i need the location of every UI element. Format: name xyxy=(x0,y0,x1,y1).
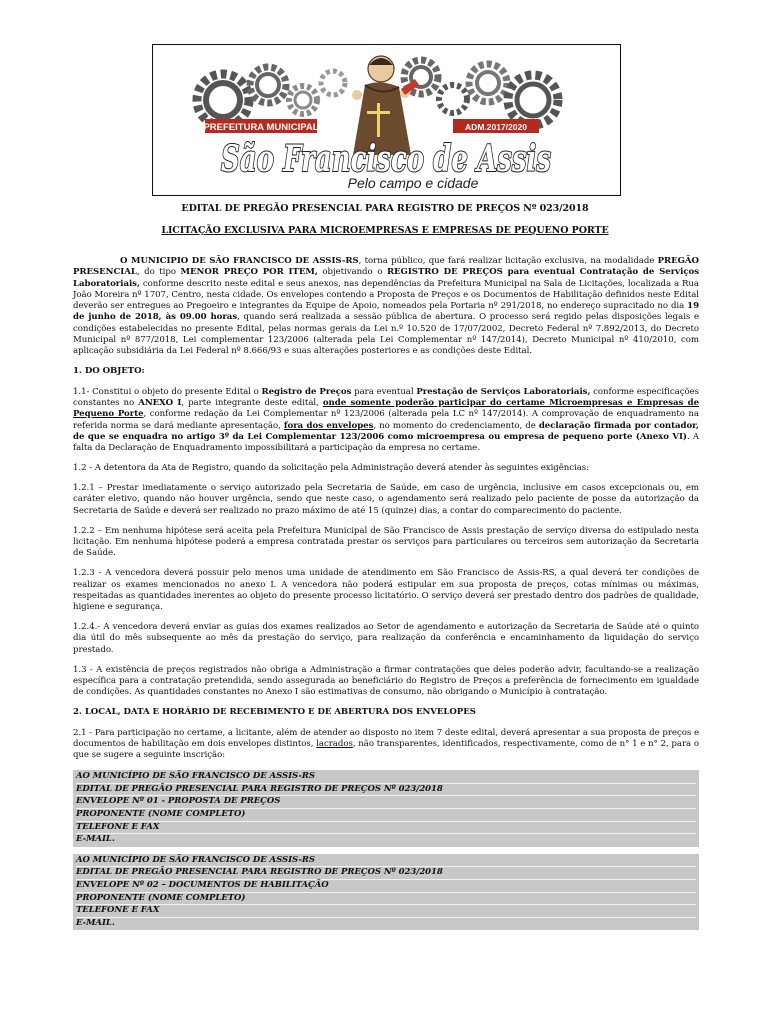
paragraph-1-2: 1.2 - A detentora da Ata de Registro, quando da solicitação pela Administração deverá atender às seguintes exigências: xyxy=(73,463,589,474)
p11-text-4: , parte integrante deste edital, xyxy=(181,397,323,408)
paragraph-1-2-1: 1.2.1 – Prestar imediatamente o serviço autorizado pela Secretaria de Saúde, em caso de urgência, inclusive em casos excepcionais ou, em caráter eletivo, quando não houver urgência, sendo que neste caso, o agendamento será realizado pelo paciente de posse da autorização da Secretaria de Saúde e deverá ser realizado no prazo máximo de até 15 (quinze) dias, a contar do comparecimento do paciente. xyxy=(73,483,699,516)
gear-icon xyxy=(321,71,345,95)
envelope-1-line: PROPONENTE (NOME COMPLETO) xyxy=(76,809,696,822)
logo-graphic xyxy=(153,45,619,194)
p21-text-1: 2.1 - Para participação no certame, a licitante, além de atender ao disposto no item 7 deste edital, deverá apresentar a sua proposta de preços e documentos de habilitação em dois envelopes distintos, xyxy=(73,727,699,749)
gear-icon xyxy=(469,64,507,102)
intro-paragraph xyxy=(73,256,699,358)
gear-icon xyxy=(197,74,249,126)
logo-adm-text: ADM.2017/2020 xyxy=(465,122,527,132)
paragraph-1-2-3: 1.2.3 - A vencedora deverá possuir pelo menos uma unidade de atendimento em São Francisco de Assis-RS, a qual deverá ter condições de realizar os exames mencionados no anexo I. A vencedora não poderá estipular em sua proposta de preços, cotas mínimas ou máximas, respeitadas as quantidades inerentes ao objeto do presente processo licitatório. O serviço deverá ser prestado dentro dos padrões de qualidade, higiene e segurança. xyxy=(73,568,699,613)
p11-bold-underline-2: fora dos envelopes xyxy=(283,420,374,431)
p11-text-2: para eventual xyxy=(351,386,417,397)
logo-prefeitura-text: PREFEITURA MUNICIPAL xyxy=(203,122,319,133)
intro-text-5: , quando será realizada a sessão pública de abertura. O processo será regido pelas disposições legais e condições estabelecidas no presente Edital, pelas normas gerais da Lei n.º 10.520 de 17/07/2002, Decreto Federal nº 7.892/2013, do Decreto Municipal nº 877/2018, Lei complementar 123/2006 (alterada pela Lei Complementar nº 147/2014), Decreto Municipal nº 410/2010, com aplicação subsidiária da Lei Federal nº 8.666/93 e suas alterações posteriores e as condições deste Edital. xyxy=(73,312,699,357)
municipal-logo xyxy=(152,44,621,196)
gear-icon xyxy=(289,86,317,114)
logo-city-name: São Francisco de Assis xyxy=(221,138,551,180)
p11-bold-4: declaração firmada por contador, de que se enquadra no artigo 3º da Lei Complementar 123/2006 como microempresa ou empresa de pequeno porte (Anexo VI) xyxy=(73,420,699,442)
intro-text-4: conforme descrito neste edital e seus anexos, nas dependências da Prefeitura Municipal na Sala de Licitações, localizada a Rua João Moreira nº 1707, Centro, nesta cidade. Os envelopes contendo a Proposta de Preços e os Documentos de Habilitação definidos neste Edital deverão ser entregues ao Pregoeiro e integrantes da Equipe de Apoio, nomeados pela Portaria nº 291/2018, no endereço supracitado no dia xyxy=(73,278,699,312)
intro-text-2: , do tipo xyxy=(136,267,181,278)
document-body xyxy=(73,256,699,937)
paragraph-1-1 xyxy=(73,387,699,455)
intro-bold-4: REGISTRO DE PREÇOS para eventual Contratação de Serviços Laboratoriais, xyxy=(73,267,699,289)
intro-bold-3: MENOR PREÇO POR ITEM, xyxy=(180,267,318,278)
p21-text-2: , não transparentes, identificados, respectivamente, como de n° 1 e n° 2, para o que se sugere a seguinte inscrição: xyxy=(73,738,699,761)
section-1-heading: 1. DO OBJETO: xyxy=(73,366,145,377)
p11-text-1: 1.1- Constitui o objeto do presente Edital o xyxy=(73,386,262,397)
paragraph-2-1 xyxy=(73,728,699,762)
document-subtitle: LICITAÇÃO EXCLUSIVA PARA MICROEMPRESAS E EMPRESAS DE PEQUENO PORTE xyxy=(161,225,609,236)
envelope-1-line: E-MAIL. xyxy=(76,834,115,845)
envelope-2-label xyxy=(73,854,699,931)
p11-bold-underline-1: onde somente poderão participar do certame Microempresas e Empresas de Pequeno Porte xyxy=(73,397,699,420)
envelope-2-line: PROPONENTE (NOME COMPLETO) xyxy=(76,893,696,906)
p11-bold-3: ANEXO I xyxy=(138,397,182,408)
envelope-1-line: EDITAL DE PREGÃO PRESENCIAL PARA REGISTRO DE PREÇOS Nº 023/2018 xyxy=(76,784,696,797)
logo-slogan: Pelo campo e cidade xyxy=(347,175,479,191)
envelope-2-line: AO MUNICÍPIO DE SÃO FRANCISCO DE ASSIS-RS xyxy=(76,855,696,868)
envelope-2-line: E-MAIL. xyxy=(76,917,115,928)
paragraph-1-2-4: 1.2.4.- A vencedora deverá enviar as guias dos exames realizados ao Setor de agendamento e autorização da Secretaria de Saúde até o quinto dia útil do mês subsequente ao mês da prestação do serviço, para realização da conferência e encaminhamento da liquidação do serviço prestado. xyxy=(73,622,699,655)
intro-text-1: , torna público, que fará realizar licitação exclusiva, na modalidade xyxy=(358,256,658,266)
intro-text-3: objetivando o xyxy=(317,267,387,278)
p21-underline-1: lacrados xyxy=(316,738,353,749)
p11-text-5: , conforme redação da Lei Complementar nº 123/2006 (alterada pela LC nº 147/2014). A comprovação de enquadramento na referida norma se dará mediante apresentação, xyxy=(73,409,699,431)
p11-text-6: , no momento do credenciamento, de xyxy=(373,420,539,431)
p11-bold-2: Prestação de Serviços Laboratoriais, xyxy=(416,386,591,397)
envelope-2-line: TELEFONE E FAX xyxy=(76,905,696,918)
intro-bold-1: O MUNICIPIO DE SÃO FRANCISCO DE ASSIS-RS xyxy=(120,256,359,266)
p11-bold-1: Registro de Preços xyxy=(261,386,352,397)
paragraph-1-2-2: 1.2.2 – Em nenhuma hipótese será aceita pela Prefeitura Municipal de São Francisco de Assis prestação de serviço diversa do estipulado nesta licitação. Em nenhuma hipótese poderá a empresa contratada prestar os serviços para particulares ou terceiros sem autorização da Secretaria de Saúde. xyxy=(73,525,699,559)
section-2-heading: 2. LOCAL, DATA E HORÁRIO DE RECEBIMENTO E DE ABERTURA DOS ENVELOPES xyxy=(73,707,476,718)
gear-icon xyxy=(250,67,286,103)
envelope-1-label xyxy=(73,770,699,847)
intro-bold-5: 19 de junho de 2018, às 09.00 horas xyxy=(73,301,699,323)
envelope-1-line: TELEFONE E FAX xyxy=(76,822,696,835)
intro-bold-2: PREGÃO PRESENCIAL xyxy=(73,256,699,278)
envelope-1-line: AO MUNICÍPIO DE SÃO FRANCISCO DE ASSIS-RS xyxy=(76,771,696,784)
document-title: EDITAL DE PREGÃO PRESENCIAL PARA REGISTRO DE PREÇOS Nº 023/2018 xyxy=(181,203,589,214)
envelope-1-line: ENVELOPE Nº 01 - PROPOSTA DE PREÇOS xyxy=(76,796,696,809)
gear-icon xyxy=(508,75,558,125)
gear-icon xyxy=(439,85,467,113)
envelope-2-line: EDITAL DE PREGÃO PRESENCIAL PARA REGISTRO DE PREÇOS Nº 023/2018 xyxy=(76,867,696,880)
p11-text-3: conforme especificações constantes no xyxy=(73,386,700,408)
p11-text-7: . A falta da Declaração de Enquadramento impossibilitará a participação da empresa no certame. xyxy=(73,431,699,454)
envelope-2-line: ENVELOPE Nº 02 – DOCUMENTOS DE HABILITAÇÃO xyxy=(76,880,696,893)
paragraph-1-3: 1.3 - A existência de preços registrados não obriga a Administração a firmar contratações que deles poderão advir, facultando-se a realização específica para a contratação pretendida, sendo assegurada ao beneficiário do Registro de Preços a preferência de fornecimento em igualdade de condições. As quantidades constantes no Anexo I são estimativas de consumo, não obrigando o Município à contratação. xyxy=(73,664,699,698)
